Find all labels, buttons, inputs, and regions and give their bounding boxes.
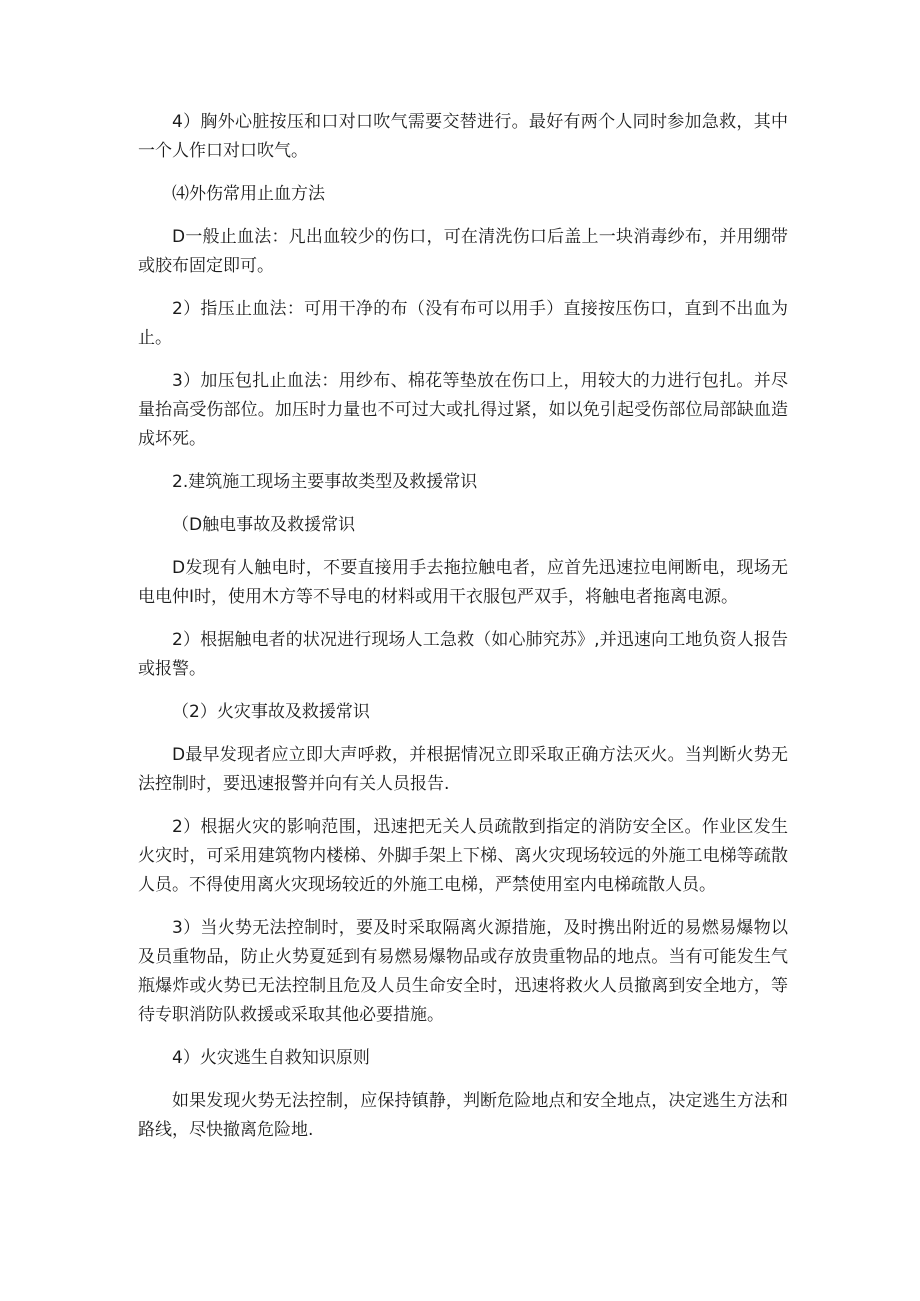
heading-electric-shock: （D触电事故及救援常识 bbox=[172, 515, 356, 535]
heading-bleeding-control: ⑷外伤常用止血方法 bbox=[172, 184, 325, 204]
paragraph-shock-first-aid: 2）根据触电者的状况进行现场人工急救（如心肺究苏》,并迅速向工地负资人报告或报警。 bbox=[138, 630, 788, 679]
paragraph-general-hemostasis: D一般止血法：凡出血较少的伤口，可在清洗伤口后盖上一块消毒纱布，并用绷带或胶布固定即可。 bbox=[138, 227, 788, 276]
paragraph-fire-escape-principle: 如果发现火势无法控制，应保持镇静，判断危险地点和安全地点，决定逃生方法和路线，尽快撤离危险地. bbox=[138, 1091, 788, 1140]
paragraph-shock-disconnect: D发现有人触电时，不要直接用手去拖拉触电者，应首先迅速拉电闸断电，现场无电电仲I时，使用木方等不导电的材料或用干衣服包严双手，将触电者拖离电源。 bbox=[138, 558, 788, 607]
paragraph-pressure-bandage: 3）加压包扎止血法：用纱布、棉花等垫放在伤口上，用较大的力进行包扎。并尽量抬高受伤部位。加压时力量也不可过大或扎得过紧，如以免引起受伤部位局部缺血造成坏死。 bbox=[138, 371, 788, 449]
document-body bbox=[138, 108, 788, 1159]
heading-fire-accident: （2）火灾事故及救援常识 bbox=[172, 702, 370, 722]
paragraph-finger-pressure: 2）指压止血法：可用干净的布（没有布可以用手）直接按压伤口，直到不出血为止。 bbox=[138, 299, 788, 348]
paragraph-fire-evacuation: 2）根据火灾的影响范围，迅速把无关人员疏散到指定的消防安全区。作业区发生火灾时，可采用建筑物内楼梯、外脚手架上下梯、离火灾现场较远的外施工电梯等疏散人员。不得使用离火灾现场较近的外施工电梯，严禁使用室内电梯疏散人员。 bbox=[138, 817, 788, 895]
heading-fire-escape: 4）火灾逃生自救知识原则 bbox=[172, 1048, 370, 1068]
heading-construction-accidents: 2.建筑施工现场主要事故类型及救援常识 bbox=[172, 472, 478, 492]
paragraph-cpr-alternation: 4）胸外心脏按压和口对口吹气需要交替进行。最好有两个人同时参加急救，其中一个人作口对口吹气。 bbox=[138, 112, 788, 161]
paragraph-fire-isolation: 3）当火势无法控制时，要及时采取隔离火源措施，及时携出附近的易燃易爆物以及员重物品，防止火势夏延到有易燃易爆物品或存放贵重物品的地点。当有可能发生气瓶爆炸或火势已无法控制且危及人员生命安全时，迅速将救火人员撤离到安全地方，等待专职消防队救援或采取其他必要措施。 bbox=[138, 918, 788, 1025]
paragraph-fire-alarm: D最早发现者应立即大声呼救，并根据情况立即采取正确方法灭火。当判断火势无法控制时，要迅速报警并向有关人员报告. bbox=[138, 745, 788, 794]
